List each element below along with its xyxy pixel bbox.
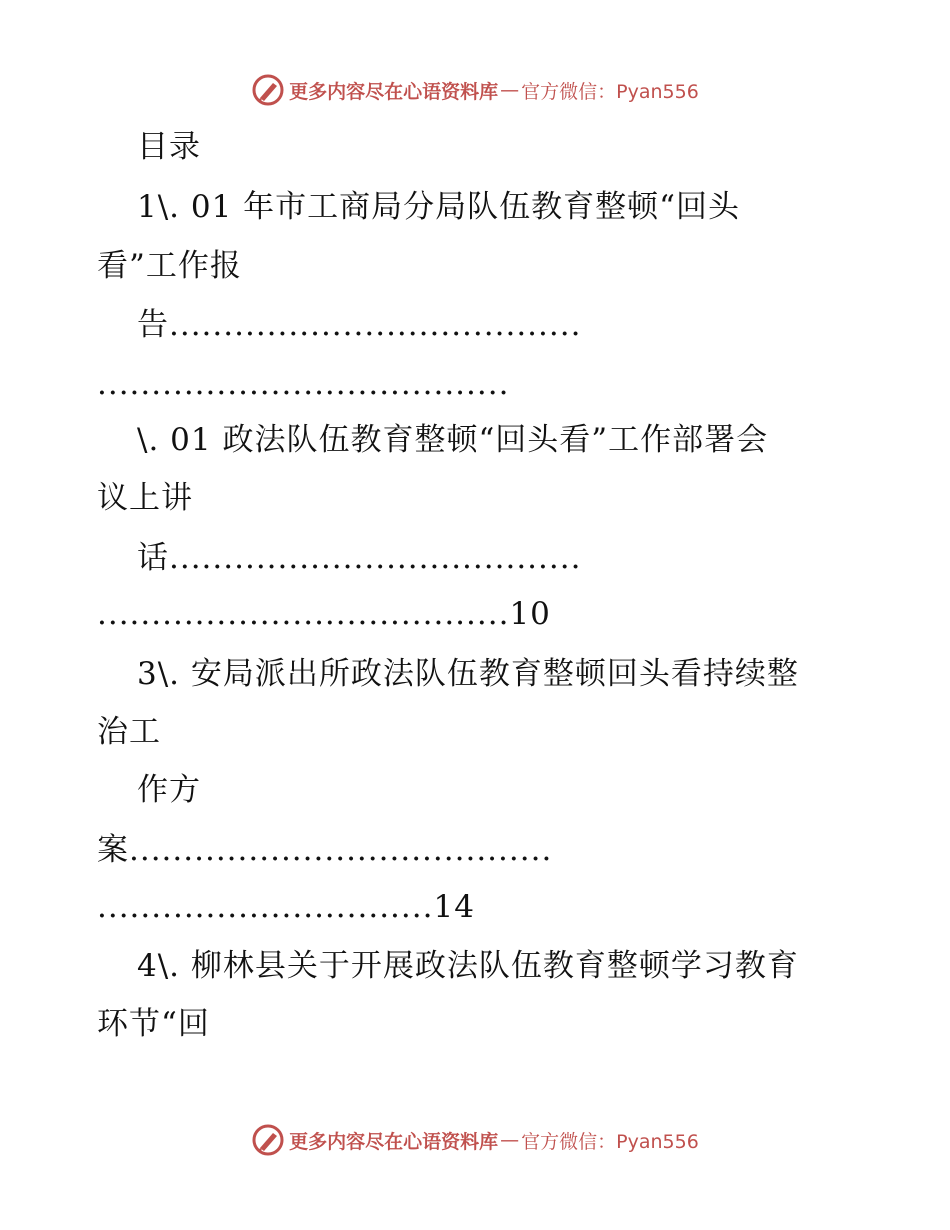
toc-entry-2-leader: ...................................... [97, 596, 510, 632]
footer-banner [0, 1120, 950, 1160]
header-separator: — [500, 79, 520, 101]
toc-entry-2-line-2: 议上讲 [97, 480, 193, 516]
footer-brand: 更多内容尽在心语资料库 [289, 1130, 499, 1153]
toc-entry-4-line-1: 4\. 柳林县关于开展政法队伍教育整顿学习教育 [137, 948, 799, 984]
footer-separator: — [500, 1129, 520, 1151]
header-brand: 更多内容尽在心语资料库 [289, 80, 499, 103]
toc-entry-1-line-3: 告...................................... [137, 307, 582, 343]
toc-entry-2-line-4-row [97, 596, 551, 632]
toc-entry-1-line-4: ...................................... [97, 366, 510, 402]
toc-entry-3-line-4: 案....................................... [97, 832, 553, 868]
toc-entry-3-line-3: 作方 [137, 772, 201, 808]
toc-entry-2-line-3: 话...................................... [137, 540, 582, 576]
toc-entry-3-line-5-row [97, 889, 475, 925]
toc-entry-3-leader: ............................... [97, 889, 434, 925]
pen-logo-icon [251, 1123, 285, 1157]
toc-entry-2-page-number: 10 [509, 596, 551, 632]
toc-title: 目录 [137, 129, 201, 165]
toc-entry-2-line-1: \. 01 政法队伍教育整顿“回头看”工作部署会 [137, 422, 769, 458]
header-banner [0, 70, 950, 110]
footer-wechat: 官方微信：Pyan556 [521, 1130, 699, 1153]
toc-entry-3-line-1: 3\. 安局派出所政法队伍教育整顿回头看持续整 [137, 656, 799, 692]
toc-entry-3-page-number: 14 [433, 889, 475, 925]
toc-entry-1-line-1: 1\. 01 年市工商局分局队伍教育整顿“回头 [137, 189, 741, 225]
toc-entry-1-line-2: 看”工作报 [97, 248, 242, 284]
header-wechat: 官方微信：Pyan556 [521, 80, 699, 103]
toc-entry-3-line-2: 治工 [97, 714, 161, 750]
toc-entry-4-line-2: 环节“回 [97, 1006, 210, 1042]
pen-logo-icon [251, 73, 285, 107]
